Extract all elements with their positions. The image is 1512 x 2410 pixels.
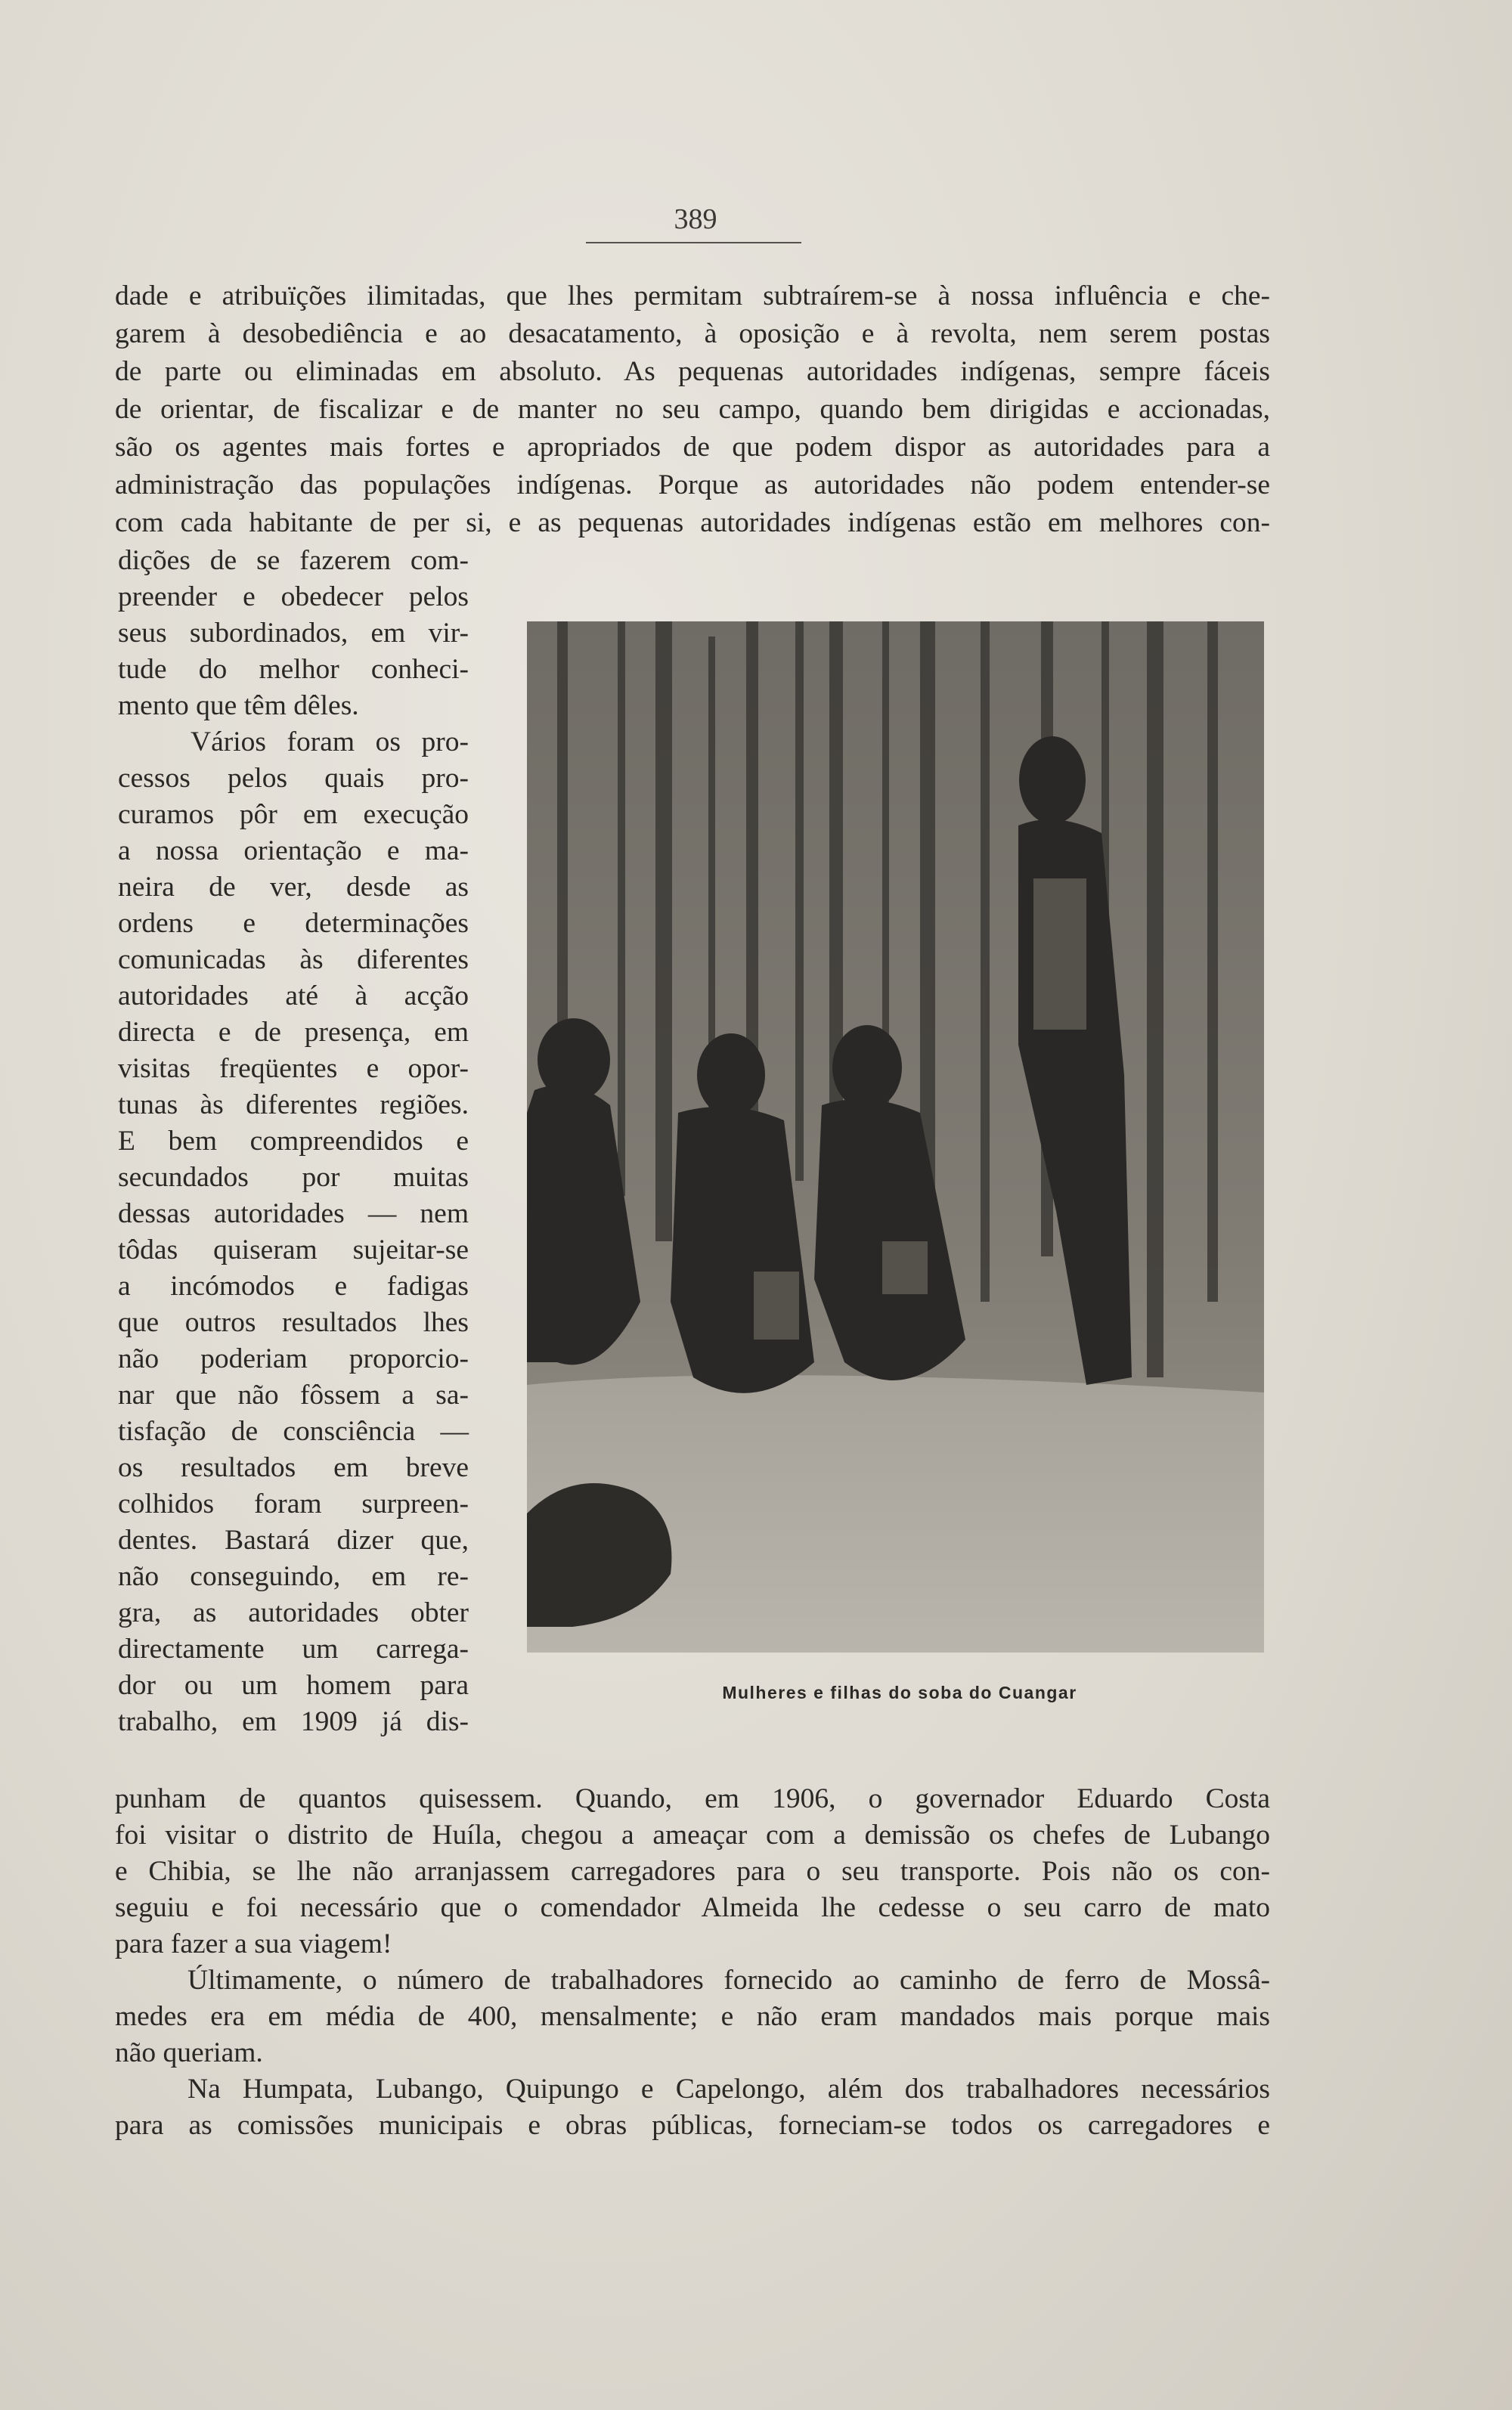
text-line: E bem compreendidos e	[118, 1126, 469, 1157]
text-line: são os agentes mais fortes e apropriados de que podem dispor as autoridades para a	[115, 432, 1270, 463]
text-line: trabalho, em 1909 já dis-	[118, 1706, 469, 1737]
text-line: dor ou um homem para	[118, 1670, 469, 1701]
text-line: de parte ou eliminadas em absoluto. As pequenas autoridades indígenas, sempre fáceis	[115, 356, 1270, 387]
text-line: que outros resultados lhes	[118, 1307, 469, 1338]
text-line: neira de ver, desde as	[118, 872, 469, 903]
text-line: seguiu e foi necessário que o comendador Almeida lhe cedesse o seu carro de mato	[115, 1892, 1270, 1923]
text-line: cessos pelos quais pro-	[118, 763, 469, 794]
text-line: dições de se fazerem com-	[118, 545, 469, 576]
text-line: a incómodos e fadigas	[118, 1271, 469, 1302]
photograph	[527, 621, 1264, 1653]
text-line: dade e atribuïções ilimitadas, que lhes permitam subtraírem-se à nossa influência e che-	[115, 280, 1270, 311]
text-line: foi visitar o distrito de Huíla, chegou a ameaçar com a demissão os chefes de Lubango	[115, 1820, 1270, 1851]
text-line: punham de quantos quisessem. Quando, em 1906, o governador Eduardo Costa	[115, 1783, 1270, 1814]
text-line: não poderiam proporcio-	[118, 1343, 469, 1374]
text-line: não queriam.	[115, 2037, 263, 2068]
text-line: medes era em média de 400, mensalmente; e não eram mandados mais porque mais	[115, 2001, 1270, 2032]
text-line: de orientar, de fiscalizar e de manter no seu campo, quando bem dirigidas e accionadas,	[115, 394, 1270, 425]
text-line: Últimamente, o número de trabalhadores fornecido ao caminho de ferro de Mossâ-	[187, 1965, 1270, 1996]
text-line: dentes. Bastará dizer que,	[118, 1525, 469, 1556]
text-line: autoridades até à acção	[118, 980, 469, 1011]
photograph-image	[527, 621, 1264, 1653]
text-line: para as comissões municipais e obras públicas, forneciam-se todos os carregadores e	[115, 2110, 1270, 2141]
text-line: gra, as autoridades obter	[118, 1597, 469, 1628]
text-line: Na Humpata, Lubango, Quipungo e Capelongo, além dos trabalhadores necessários	[187, 2074, 1270, 2105]
text-line: os resultados em breve	[118, 1452, 469, 1483]
text-line: não conseguindo, em re-	[118, 1561, 469, 1592]
text-line: tisfação de consciência —	[118, 1416, 469, 1447]
text-line: tunas às diferentes regiões.	[118, 1089, 469, 1120]
text-line: directamente um carrega-	[118, 1634, 469, 1665]
page-number-rule	[586, 242, 801, 243]
text-line: Vários foram os pro-	[191, 726, 469, 757]
photo-caption: Mulheres e filhas do soba do Cuangar	[722, 1683, 1077, 1702]
text-line: nar que não fôssem a sa-	[118, 1380, 469, 1411]
text-line: a nossa orientação e ma-	[118, 835, 469, 866]
text-line: comunicadas às diferentes	[118, 944, 469, 975]
text-line: secundados por muitas	[118, 1162, 469, 1193]
text-line: visitas freqüentes e opor-	[118, 1053, 469, 1084]
text-line: directa e de presença, em	[118, 1017, 469, 1048]
text-line: mento que têm dêles.	[118, 690, 359, 721]
text-line: colhidos foram surpreen-	[118, 1488, 469, 1519]
text-line: e Chibia, se lhe não arranjassem carregadores para o seu transporte. Pois não os con-	[115, 1856, 1270, 1887]
text-line: tude do melhor conheci-	[118, 654, 469, 685]
text-line: seus subordinados, em vir-	[118, 618, 469, 649]
text-line: tôdas quiseram sujeitar-se	[118, 1234, 469, 1265]
text-line: preender e obedecer pelos	[118, 581, 469, 612]
text-line: curamos pôr em execução	[118, 799, 469, 830]
text-line: ordens e determinações	[118, 908, 469, 939]
text-line: com cada habitante de per si, e as pequenas autoridades indígenas estão em melhores con-	[115, 507, 1270, 538]
text-line: dessas autoridades — nem	[118, 1198, 469, 1229]
text-line: garem à desobediência e ao desacatamento, à oposição e à revolta, nem serem postas	[115, 318, 1270, 349]
text-line: para fazer a sua viagem!	[115, 1928, 392, 1959]
page-number: 389	[674, 203, 717, 235]
text-line: administração das populações indígenas. Porque as autoridades não podem entender-se	[115, 469, 1270, 500]
